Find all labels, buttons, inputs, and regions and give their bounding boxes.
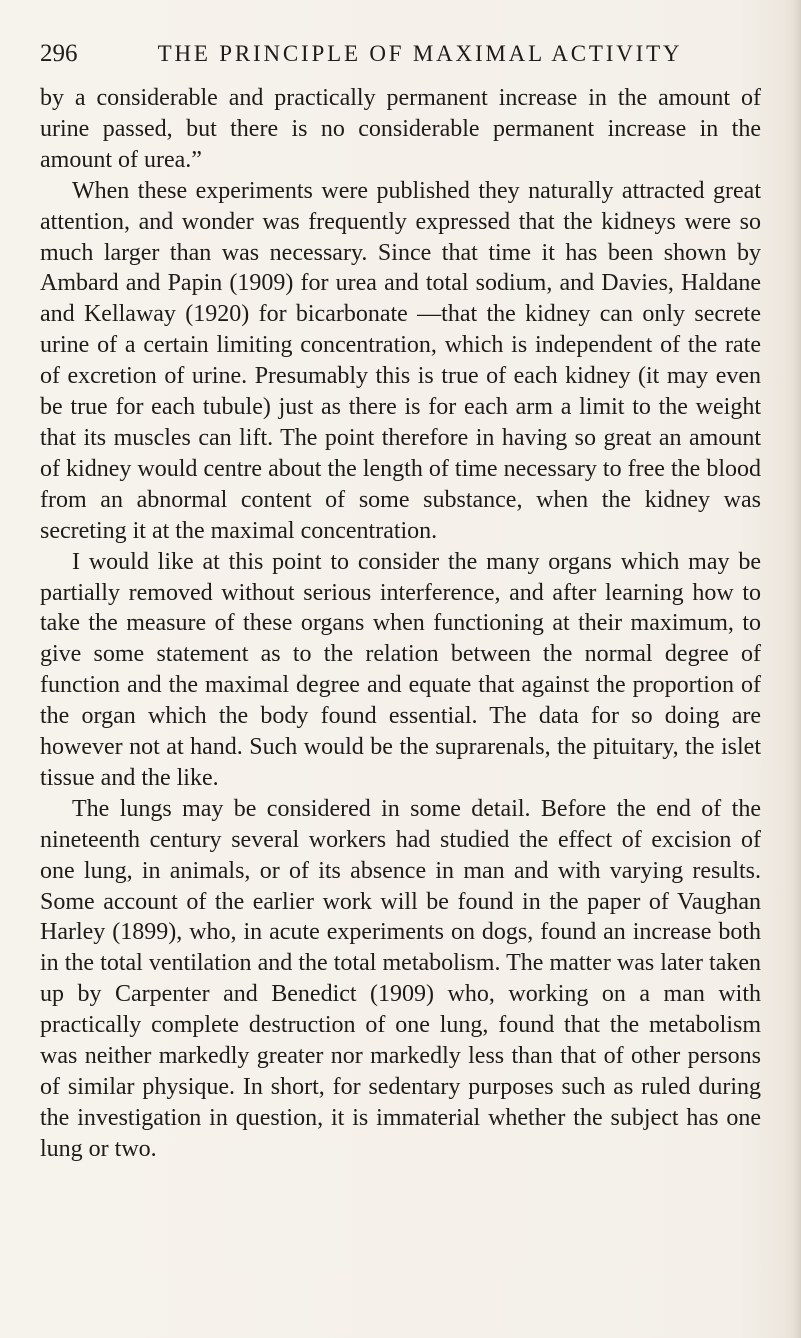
paragraph-partial-organs: I would like at this point to consider the many organs which may be partially removed without serious interference, and after learning how to take the measure of these organs when functioning at their maximum, to give some statement as to the relation between the normal degree of function and the maximal degree and equate that against the proportion of the organ which the body found essential. The data for so doing are however not at hand. Such would be the suprarenals, the pituitary, the islet tissue and the like. bbox=[40, 548, 761, 791]
paragraph-kidney-experiments: When these experiments were published they naturally attracted great attention, and wonder was frequently expressed that the kidneys were so much larger than was necessary. Since that time it has been shown by Ambard and Papin (1909) for urea and total sodium, and Davies, Haldane and Kellaway (1920) for bicarbonate —that the kidney can only secrete urine of a certain limiting concentration, which is independent of the rate of excretion of urine. Presumably this is true of each kidney (it may even be true for each tubule) just as there is for each arm a limit to the weight that its muscles can lift. The point therefore in having so great an amount of kidney would centre about the length of time necessary to free the blood from an abnormal content of some substance, when the kidney was secreting it at the maximal concentration. bbox=[40, 177, 761, 544]
page-number: 296 bbox=[40, 40, 78, 67]
page-edge-shadow bbox=[793, 0, 801, 1338]
running-title: THE PRINCIPLE OF MAXIMAL ACTIVITY bbox=[157, 41, 683, 66]
paragraph-continued: by a considerable and practically permanent increase in the amount of urine passed, but there is no considerable permanent increase in the amount of urea.” bbox=[40, 85, 761, 173]
paragraph-lungs: The lungs may be considered in some detail. Before the end of the nineteenth century several workers had studied the effect of excision of one lung, in animals, or of its absence in man and with varying results. Some account of the earlier work will be found in the paper of Vaughan Harley (1899), who, in acute experiments on dogs, found an increase both in the total ventilation and the total metabolism. The matter was later taken up by Carpenter and Benedict (1909) who, working on a man with practically complete destruction of one lung, found that the metabolism was neither markedly greater nor markedly less than that of other persons of similar physique. In short, for sedentary purposes such as ruled during the investigation in question, it is immaterial whether the subject has one lung or two. bbox=[40, 795, 761, 1162]
running-header bbox=[40, 40, 760, 68]
body-text bbox=[40, 83, 761, 1165]
